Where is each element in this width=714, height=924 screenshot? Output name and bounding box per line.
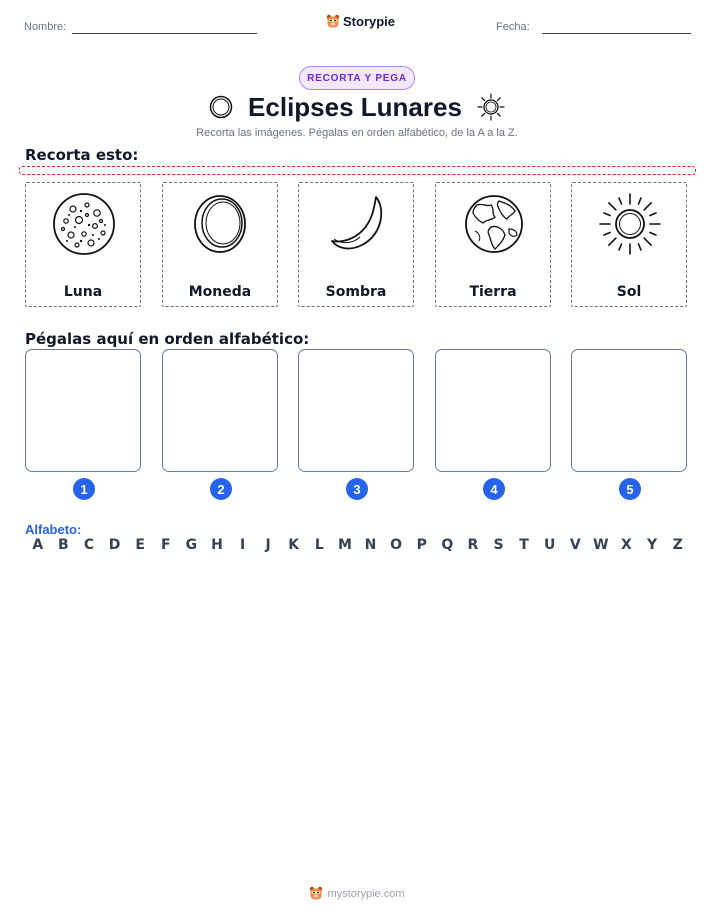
sun-outline-icon — [476, 92, 506, 122]
cut-heading: Recorta esto: — [25, 146, 139, 164]
letter: A — [32, 537, 44, 553]
letter: N — [364, 537, 377, 553]
letter: S — [493, 537, 504, 553]
letter: V — [569, 537, 581, 553]
paste-heading: Pégalas aquí en orden alfabético: — [25, 330, 310, 348]
name-line[interactable] — [72, 33, 257, 34]
card-label: Tierra — [469, 284, 517, 300]
letter: K — [288, 537, 300, 553]
sun-icon — [597, 191, 663, 257]
letter: E — [135, 537, 145, 553]
cut-card-tierra[interactable] — [435, 182, 551, 307]
card-label: Sombra — [325, 284, 387, 300]
slot-number-4: 4 — [483, 478, 505, 500]
letter: I — [239, 537, 246, 553]
letter: B — [58, 537, 69, 553]
letter: Q — [441, 537, 454, 553]
instructions: Recorta las imágenes. Pégalas en orden alfabético, de la A a la Z. — [196, 127, 518, 139]
letter: Z — [672, 537, 683, 553]
paste-slot-3[interactable] — [298, 349, 414, 472]
cut-card-moneda[interactable] — [162, 182, 278, 307]
paste-slot-4[interactable] — [435, 349, 551, 472]
bear-icon — [309, 886, 323, 901]
letter: H — [211, 537, 223, 553]
letter: L — [314, 537, 324, 553]
bear-icon — [326, 14, 340, 29]
coin-icon — [188, 191, 254, 257]
slot-number-1: 1 — [73, 478, 95, 500]
letter: J — [265, 537, 271, 553]
paste-slot-1[interactable] — [25, 349, 141, 472]
slot-number-5: 5 — [619, 478, 641, 500]
card-label: Moneda — [188, 284, 252, 300]
brand-logo — [326, 14, 395, 29]
letter: X — [621, 537, 632, 553]
alphabet-heading: Alfabeto: — [25, 522, 82, 537]
card-label: Sol — [616, 284, 642, 300]
footer — [0, 886, 714, 901]
letter: W — [593, 537, 609, 553]
cut-line — [19, 166, 696, 175]
letter: U — [543, 537, 556, 553]
card-label: Luna — [63, 284, 103, 300]
cut-card-sol[interactable] — [571, 182, 687, 307]
activity-badge: RECORTA Y PEGA — [299, 66, 415, 90]
letter: F — [160, 537, 171, 553]
slot-number-3: 3 — [346, 478, 368, 500]
slot-number-2: 2 — [210, 478, 232, 500]
moon-outline-icon — [208, 94, 234, 120]
letter: P — [416, 537, 427, 553]
brand-name: Storypie — [343, 14, 396, 29]
date-line[interactable] — [542, 33, 691, 34]
footer-site[interactable]: mystorypie.com — [327, 887, 405, 900]
paste-slot-2[interactable] — [162, 349, 278, 472]
cut-card-luna[interactable] — [25, 182, 141, 307]
letter: C — [83, 537, 95, 553]
paste-slot-5[interactable] — [571, 349, 687, 472]
letter: G — [185, 537, 198, 553]
letter: D — [108, 537, 121, 553]
date-label: Fecha: — [496, 21, 530, 33]
letter: M — [337, 537, 352, 553]
letter: Y — [646, 537, 658, 553]
letter: R — [467, 537, 479, 553]
title-text: Eclipses Lunares — [248, 92, 462, 122]
name-label: Nombre: — [24, 21, 67, 33]
cut-card-sombra[interactable] — [298, 182, 414, 307]
earth-icon — [461, 191, 527, 257]
shadow-icon — [324, 191, 390, 257]
alphabet-row — [25, 537, 690, 553]
letter: O — [390, 537, 403, 553]
moon-icon — [51, 191, 117, 257]
letter: T — [519, 537, 529, 553]
page-title — [0, 92, 714, 123]
